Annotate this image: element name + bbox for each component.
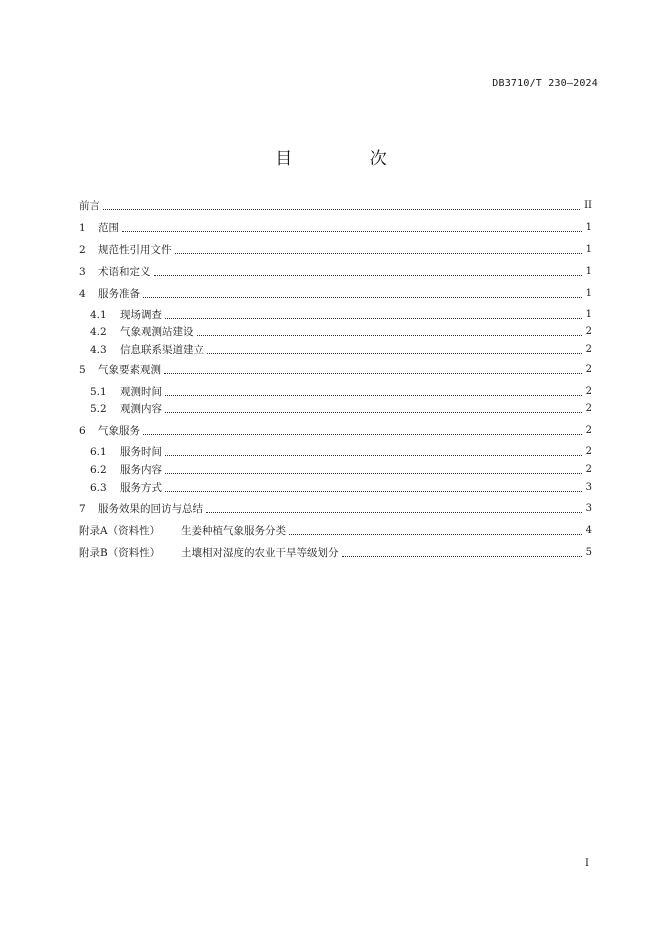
toc-entry-5-1[interactable]	[90, 384, 592, 400]
toc-entry-label: 范围	[98, 222, 119, 234]
toc-entry-label: 现场调查	[120, 309, 162, 321]
toc-entry-5[interactable]	[79, 362, 592, 378]
toc-entry-label: 气象服务	[98, 425, 140, 437]
toc-entry-label: 术语和定义	[98, 266, 151, 278]
toc-entry-5-2[interactable]	[90, 401, 592, 417]
toc-entry-4-1[interactable]	[90, 307, 592, 323]
toc-entry-page: 2	[585, 364, 592, 375]
dot-leader	[165, 455, 582, 456]
toc-entry-page: 2	[585, 386, 592, 397]
toc-entry-label: 服务时间	[120, 446, 162, 458]
toc-entry-number: 5.2	[90, 403, 107, 415]
toc-entry-number: 6.2	[90, 464, 107, 476]
dot-leader	[289, 534, 582, 535]
page-title: 目 次	[275, 149, 423, 169]
dot-leader	[165, 473, 582, 474]
toc-entry-label: 生姜种植气象服务分类	[181, 525, 286, 537]
dot-leader	[143, 297, 582, 298]
dot-leader	[197, 335, 582, 336]
dot-leader	[206, 512, 582, 513]
dot-leader	[207, 353, 582, 354]
toc-entry-7[interactable]	[79, 501, 592, 517]
toc-entry-number: 附录A（资料性）	[79, 525, 161, 537]
toc-entry-page: 5	[585, 547, 592, 558]
dot-leader	[143, 434, 582, 435]
toc-entry-page: II	[584, 200, 592, 211]
toc-entry-number: 4.2	[90, 326, 107, 338]
toc-entry-label: 观测时间	[120, 386, 162, 398]
toc-entry-number: 6.1	[90, 446, 107, 458]
toc-entry-number: 5.1	[90, 386, 107, 398]
toc-entry-6-2[interactable]	[90, 462, 592, 478]
toc-entry-label: 服务内容	[120, 464, 162, 476]
toc-entry-number: 4.1	[90, 309, 107, 321]
document-code: DB3710/T 230—2024	[492, 78, 598, 89]
toc-entry-number: 3	[79, 266, 86, 278]
toc-entry-label: 规范性引用文件	[98, 244, 172, 256]
dot-leader	[122, 231, 582, 232]
toc-entry-1[interactable]	[79, 220, 592, 236]
toc-entry-6-3[interactable]	[90, 480, 592, 496]
toc-entry-page: 2	[585, 425, 592, 436]
toc-entry-label: 前言	[79, 200, 100, 212]
toc-entry-page: 2	[585, 464, 592, 475]
toc-entry-2[interactable]	[79, 242, 592, 258]
toc-entry-label: 服务准备	[98, 288, 140, 300]
toc-entry-page: 1	[585, 309, 592, 320]
toc-entry-label: 信息联系渠道建立	[120, 344, 204, 356]
toc-entry-appendix-b[interactable]	[79, 545, 592, 561]
dot-leader	[165, 318, 582, 319]
page-number: I	[585, 858, 589, 869]
toc-entry-appendix-a[interactable]	[79, 523, 592, 539]
toc-entry-label: 服务效果的回访与总结	[98, 503, 203, 515]
toc-entry-6-1[interactable]	[90, 444, 592, 460]
toc-entry-foreword[interactable]	[79, 198, 592, 214]
toc-entry-4-3[interactable]	[90, 342, 592, 358]
dot-leader	[164, 373, 582, 374]
toc-entry-page: 2	[585, 326, 592, 337]
toc-entry-number: 4	[79, 288, 86, 300]
toc-entry-page: 3	[585, 503, 592, 514]
toc-entry-page: 2	[585, 446, 592, 457]
dot-leader	[342, 556, 582, 557]
toc-entry-number: 4.3	[90, 344, 107, 356]
toc-entry-3[interactable]	[79, 264, 592, 280]
dot-leader	[165, 395, 582, 396]
dot-leader	[154, 275, 582, 276]
toc-entry-number: 2	[79, 244, 86, 256]
toc-entry-page: 4	[585, 525, 592, 536]
dot-leader	[165, 491, 582, 492]
toc-entry-number: 附录B（资料性）	[79, 547, 161, 559]
toc-entry-number: 7	[79, 503, 86, 515]
dot-leader	[165, 412, 582, 413]
toc-entry-page: 1	[585, 266, 592, 277]
toc-entry-page: 2	[585, 344, 592, 355]
toc-entry-4-2[interactable]	[90, 324, 592, 340]
toc-entry-label: 气象要素观测	[98, 364, 161, 376]
toc-entry-6[interactable]	[79, 423, 592, 439]
toc-entry-page: 1	[585, 288, 592, 299]
toc-entry-label: 服务方式	[120, 482, 162, 494]
toc-entry-label: 气象观测站建设	[120, 326, 194, 338]
toc-entry-page: 1	[585, 222, 592, 233]
toc-entry-number: 6	[79, 425, 86, 437]
toc-entry-page: 3	[585, 482, 592, 493]
toc-entry-page: 1	[585, 244, 592, 255]
dot-leader	[175, 253, 582, 254]
toc-entry-label: 观测内容	[120, 403, 162, 415]
toc-entry-4[interactable]	[79, 286, 592, 302]
toc-entry-number: 6.3	[90, 482, 107, 494]
dot-leader	[103, 209, 580, 210]
toc-entry-number: 5	[79, 364, 86, 376]
toc-entry-label: 土壤相对湿度的农业干旱等级划分	[181, 547, 339, 559]
toc-entry-page: 2	[585, 403, 592, 414]
toc-entry-number: 1	[79, 222, 86, 234]
